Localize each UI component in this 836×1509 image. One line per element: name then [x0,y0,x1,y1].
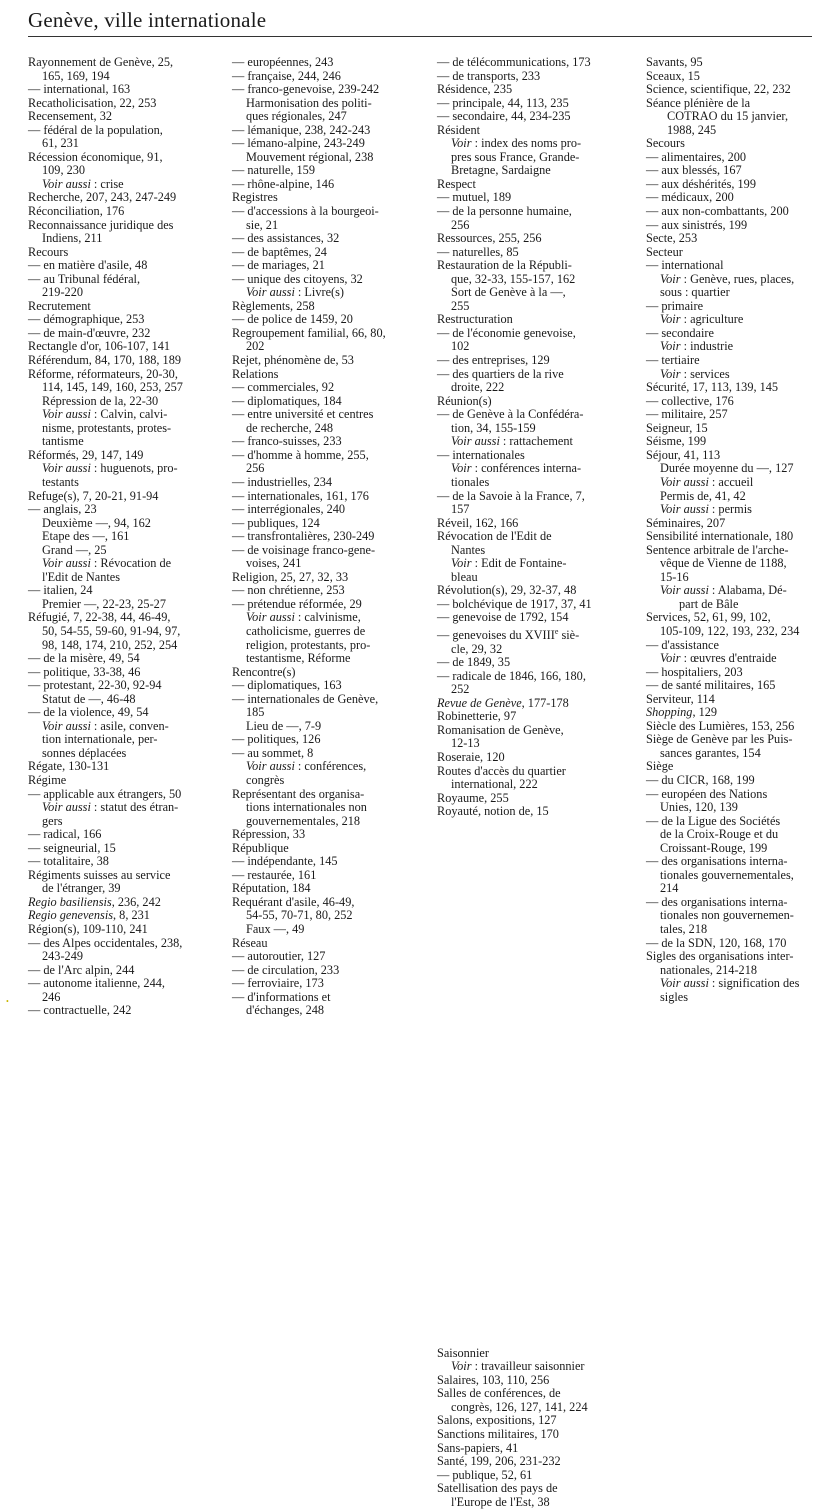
index-line: Recatholicisation, 22, 253 [28,95,157,110]
index-line: tionales non gouvernemen- [660,908,794,923]
index-line: — diplomatiques, 184 [232,393,342,408]
index-line: — au sommet, 8 [232,745,314,760]
index-line: pres sous France, Grande- [451,149,580,164]
index-line: Premier —, 22-23, 25-27 [42,596,166,611]
index-line: — collective, 176 [646,393,734,408]
index-line: Bretagne, Sardaigne [451,163,551,178]
index-line: Révolution(s), 29, 32-37, 48 [437,583,577,598]
index-line: — aux non-combattants, 200 [646,204,789,219]
index-line: — international, 163 [28,82,131,97]
index-line: Recensement, 32 [28,109,113,124]
index-line: — genevoise de 1792, 154 [437,610,569,625]
index-line: Roseraie, 120 [437,749,505,764]
index-line: Rayonnement de Genève, 25, [28,55,174,69]
index-line: — fédéral de la population, [28,122,163,137]
index-line: Secteur [646,244,683,259]
index-line: nisme, protestants, protes- [42,420,172,435]
index-line: — unique des citoyens, 32 [232,271,363,286]
index-line: Séjour, 41, 113 [646,447,721,462]
index-line: — d'informations et [232,989,331,1004]
index-line: Registres [232,190,278,205]
index-line: Romanisation de Genève, [437,722,564,737]
index-line: Permis de, 41, 42 [660,488,746,503]
index-line: cle, 29, 32 [451,641,503,656]
index-line: — européennes, 243 [232,55,334,69]
index-line: Routes d'accès du quartier [437,763,566,778]
index-line: Résidence, 235 [437,82,513,97]
index-line: — prétendue réformée, 29 [232,596,362,611]
index-line: Mouvement régional, 238 [246,149,374,164]
index-line: Rejet, phénomène de, 53 [232,353,354,368]
index-line: — anglais, 23 [28,502,97,517]
index-line: catholicisme, guerres de [246,623,366,638]
index-line: d'échanges, 248 [246,1003,325,1018]
index-line: — ferroviaire, 173 [232,976,324,991]
index-line: Voir aussi : Révocation de [42,556,172,571]
index-line: Respect [437,176,476,191]
index-line: Voir aussi : asile, conven- [42,718,169,733]
index-line: 109, 230 [42,163,86,178]
index-line: Référendum, 84, 170, 188, 189 [28,353,182,368]
index-line: — aux blessés, 167 [646,163,742,178]
index-line: Ressources, 255, 256 [437,231,542,246]
index-line: Réveil, 162, 166 [437,515,519,530]
index-line: — alimentaires, 200 [646,149,747,164]
index-line: Robinetterie, 97 [437,709,517,724]
index-column-4 [646,56,836,1004]
index-line: tions internationales non [246,800,367,815]
index-line: Règlements, 258 [232,298,315,313]
index-line: République [232,840,289,855]
index-line: congrès, 126, 127, 141, 224 [451,1399,588,1414]
index-line: Voir : Edit de Fontaine- [451,556,567,571]
index-line: Réputation, 184 [232,881,311,896]
index-line: — protestant, 22-30, 92-94 [28,678,162,693]
index-line: — de l'Arc alpin, 244 [28,962,135,977]
index-line: Relations [232,366,279,381]
index-line: Réforme, réformateurs, 20-30, [28,366,178,381]
index-line: — européen des Nations [646,786,768,801]
index-line: testantisme, Réforme [246,651,351,666]
index-line: — italien, 24 [28,583,93,598]
index-line: Salles de conférences, de [437,1386,561,1401]
index-line: — politique, 33-38, 46 [28,664,141,679]
index-line: Sécurité, 17, 113, 139, 145 [646,380,779,395]
running-header: Genève, ville internationale [28,8,267,32]
index-column-1 [28,56,224,1018]
index-line: Sensibilité internationale, 180 [646,529,794,544]
index-line: Croissant-Rouge, 199 [660,840,768,855]
index-line: — publique, 52, 61 [437,1467,533,1482]
index-line: gouvernementales, 218 [246,813,361,828]
index-line: droite, 222 [451,380,505,395]
index-line: — de télécommunications, 173 [437,55,591,69]
index-line: Voir aussi : signification des [660,976,800,991]
index-line: Voir aussi : rattachement [451,434,573,449]
index-line: Faux —, 49 [246,922,305,936]
index-line: tionales [451,474,490,489]
index-line: Nantes [451,542,486,557]
index-line: — de mariages, 21 [232,258,325,273]
index-line: l'Edit de Nantes [42,569,121,584]
index-line: Voir aussi : permis [660,502,752,517]
index-line: Reconnaissance juridique des [28,217,174,232]
index-line: sigles [660,989,689,1004]
index-line: — publiques, 124 [232,515,320,530]
index-line: — naturelles, 85 [437,244,519,259]
index-line: bleau [451,569,478,584]
index-line: Saisonnier [437,1345,489,1360]
index-line: — aux déshérités, 199 [646,176,756,191]
index-line: 243-249 [42,949,83,964]
index-line: tales, 218 [660,922,708,936]
index-line: Voir aussi : Alabama, Dé- [660,583,787,598]
index-line: — mutuel, 189 [437,190,512,205]
index-line: Sentence arbitrale de l'arche- [646,542,789,557]
index-line: — contractuelle, 242 [28,1003,132,1018]
index-line: Voir aussi : Calvin, calvi- [42,407,168,422]
index-line: nationales, 214-218 [660,962,757,977]
index-line: — secondaire [646,325,714,340]
index-line: international, 222 [451,777,538,792]
index-line: 185 [246,705,265,720]
index-line: — autonome italienne, 244, [28,976,165,991]
index-line: Régiments suisses au service [28,867,171,882]
index-line: Recherche, 207, 243, 247-249 [28,190,177,205]
index-line: Religion, 25, 27, 32, 33 [232,569,349,584]
index-line: Indiens, 211 [42,231,103,246]
index-line: — politiques, 126 [232,732,321,747]
index-line: — diplomatiques, 163 [232,678,342,693]
index-line: Répression de la, 22-30 [42,393,159,408]
index-line: — de main-d'œuvre, 232 [28,325,151,340]
index-line: Voir aussi : statut des étran- [42,800,179,815]
index-line: 15-16 [660,569,689,584]
index-line: — internationales, 161, 176 [232,488,369,503]
index-line: Secte, 253 [646,231,698,246]
index-line: Voir aussi : huguenots, pro- [42,461,178,476]
index-line: — principale, 44, 113, 235 [437,95,569,110]
index-line: tion internationale, per- [42,732,158,747]
index-line: Séance plénière de la [646,95,751,110]
index-line: Harmonisation des politi- [246,95,372,110]
index-line: — des assistances, 32 [232,231,340,246]
index-line: Régate, 130-131 [28,759,110,774]
index-line: Siège [646,759,674,774]
index-line: — de la Savoie à la France, 7, [437,488,585,503]
index-line: Recrutement [28,298,91,313]
index-line: — d'assistance [646,637,719,652]
index-line: — autoroutier, 127 [232,949,326,964]
index-line: Révocation de l'Edit de [437,529,552,544]
index-line: — entre université et centres [232,407,374,422]
index-line: Sanctions militaires, 170 [437,1427,559,1441]
index-line: Voir : services [660,366,730,381]
index-line: — d'accessions à la bourgeoi- [232,204,379,219]
index-line: — de la SDN, 120, 168, 170 [646,935,787,950]
index-line: Requérant d'asile, 46-49, [232,894,355,909]
index-line: Grand —, 25 [42,542,107,557]
index-line: Voir : Genève, rues, places, [660,271,795,286]
index-line: congrès [246,772,285,787]
index-line: Serviteur, 114 [646,691,715,706]
index-line: tionales gouvernementales, [660,867,794,882]
index-line: — des Alpes occidentales, 238, [28,935,183,950]
index-line: — de voisinage franco-gene- [232,542,376,557]
index-line: l'Europe de l'Est, 38 [451,1494,550,1509]
index-line: 1988, 245 [667,122,717,137]
index-line: — démographique, 253 [28,312,145,327]
index-line: Sigles des organisations inter- [646,949,794,964]
index-line: Voir : index des noms pro- [451,136,582,151]
index-line: — secondaire, 44, 234-235 [437,109,571,124]
index-line: 255 [451,298,470,313]
index-line: — de la personne humaine, [437,204,572,219]
index-line: — primaire [646,298,704,313]
index-line: Savants, 95 [646,55,703,69]
index-line: — international [646,258,724,273]
index-line: Répression, 33 [232,827,306,842]
index-line: Rectangle d'or, 106-107, 141 [28,339,171,354]
index-line: Voir aussi : conférences, [246,759,367,774]
index-line: — lémanique, 238, 242-243 [232,122,371,137]
index-line: — de baptêmes, 24 [232,244,327,259]
index-line: — bolchévique de 1917, 37, 41 [437,596,592,611]
index-line: Recours [28,244,69,259]
index-line: — lémano-alpine, 243-249 [232,136,365,151]
index-line: — rhône-alpine, 146 [232,176,335,191]
index-line: — de police de 1459, 20 [232,312,353,327]
index-line: — radical, 166 [28,827,102,842]
index-line: — indépendante, 145 [232,854,338,869]
index-line: Voir : œuvres d'entraide [660,651,777,666]
index-line: Voir : agriculture [660,312,744,327]
index-line: Statut de —, 46-48 [42,691,136,706]
index-line: 214 [660,881,679,896]
index-line: 102 [451,339,470,354]
index-line: COTRAO du 15 janvier, [667,109,789,124]
index-line: Voir aussi : calvinisme, [246,610,361,625]
index-line: Refuge(s), 7, 20-21, 91-94 [28,488,159,503]
index-line: Restauration de la Républi- [437,258,572,273]
index-line: 12-13 [451,736,480,751]
index-line: — internationales de Genève, [232,691,379,706]
index-line: — de la misère, 49, 54 [28,651,140,666]
index-line: tion, 34, 155-159 [451,420,536,435]
index-line: Résident [437,122,481,137]
index-line: — des organisations interna- [646,854,788,869]
index-line: — au Tribunal fédéral, [28,271,141,286]
index-line: testants [42,474,79,489]
index-line: Salaires, 103, 110, 256 [437,1372,550,1387]
header-rule [28,36,812,37]
index-line: Regio genevensis, 8, 231 [28,908,150,923]
index-line: — de circulation, 233 [232,962,340,977]
index-line: — transfrontalières, 230-249 [232,529,375,544]
index-line: — industrielles, 234 [232,474,333,489]
index-line: Réformés, 29, 147, 149 [28,447,144,462]
index-line: — de 1849, 35 [437,655,511,670]
index-line: que, 32-33, 155-157, 162 [451,271,576,286]
index-line: — franco-suisses, 233 [232,434,342,449]
column-gap [437,819,633,1347]
index-line: Santé, 199, 206, 231-232 [437,1454,561,1469]
index-line: Régime [28,772,67,787]
index-line: — commerciales, 92 [232,380,335,395]
index-line: Lieu de —, 7-9 [246,718,322,733]
index-line: — interrégionales, 240 [232,502,346,517]
index-line: Rencontre(s) [232,664,296,679]
index-line: sie, 21 [246,217,279,232]
index-line: — des quartiers de la rive [437,366,564,381]
index-line: Regroupement familial, 66, 80, [232,325,386,340]
index-line: Satellisation des pays de [437,1481,558,1496]
index-line: — des organisations interna- [646,894,788,909]
index-line: — totalitaire, 38 [28,854,109,869]
index-line: Réseau [232,935,268,950]
index-line: — de l'économie genevoise, [437,325,576,340]
index-line: gers [42,813,63,828]
index-line: — hospitaliers, 203 [646,664,743,679]
index-line: de recherche, 248 [246,420,334,435]
index-line: — de la violence, 49, 54 [28,705,149,720]
index-line: Sort de Genève à la —, [451,285,566,300]
index-line: Unies, 120, 139 [660,800,738,815]
index-line: Séisme, 199 [646,434,707,449]
index-line: — genevoises du XVIIIe siè- [437,626,580,643]
index-line: tantisme [42,434,84,449]
index-line: — médicaux, 200 [646,190,734,205]
index-line: — de Genève à la Confédéra- [437,407,584,422]
index-line: — militaire, 257 [646,407,728,422]
index-line: Siècle des Lumières, 153, 256 [646,718,795,733]
index-column-2 [232,56,428,1018]
index-line: 61, 231 [42,136,79,151]
index-line: 165, 169, 194 [42,68,110,83]
index-line: vêque de Vienne de 1188, [660,556,787,571]
index-line: 246 [42,989,61,1004]
index-line: — internationales [437,447,525,462]
corner-dot: • [6,997,9,1006]
index-line: ques régionales, 247 [246,109,347,124]
index-line: — franco-genevoise, 239-242 [232,82,380,97]
index-line: — seigneurial, 15 [28,840,116,855]
index-line: Revue de Genève, 177-178 [437,695,569,710]
index-line: 202 [246,339,265,354]
index-line: — française, 244, 246 [232,68,341,83]
index-line: Science, scientifique, 22, 232 [646,82,791,97]
index-line: Région(s), 109-110, 241 [28,922,148,936]
index-line: 105-109, 122, 193, 232, 234 [660,623,800,638]
index-line: voises, 241 [246,556,302,571]
index-line: — naturelle, 159 [232,163,315,178]
index-line: Regio basiliensis, 236, 242 [28,894,161,909]
index-line: Secours [646,136,685,151]
index-line: — en matière d'asile, 48 [28,258,148,273]
index-line: Voir : travailleur saisonnier [451,1359,585,1374]
index-line: 114, 145, 149, 160, 253, 257 [42,380,183,395]
index-line: — non chrétienne, 253 [232,583,345,598]
index-line: Etape des —, 161 [42,529,130,544]
index-line: de la Croix-Rouge et du [660,827,779,842]
index-line: Récession économique, 91, [28,149,163,164]
index-line: Seigneur, 15 [646,420,708,435]
index-line: Services, 52, 61, 99, 102, [646,610,771,625]
index-line: Royauté, notion de, 15 [437,804,549,819]
index-line: sonnes déplacées [42,745,127,760]
index-line: Deuxième —, 94, 162 [42,515,151,530]
index-line: — aux sinistrés, 199 [646,217,748,232]
index-line: 98, 148, 174, 210, 252, 254 [42,637,178,652]
index-line: Réfugié, 7, 22-38, 44, 46-49, [28,610,171,625]
index-line: sous : quartier [660,285,730,300]
index-line: Voir : industrie [660,339,734,354]
index-line: Représentant des organisa- [232,786,365,801]
index-line: — de la Ligue des Sociétés [646,813,781,828]
index-line: sances garantes, 154 [660,745,761,760]
index-line: Réunion(s) [437,393,492,408]
index-line: — d'homme à homme, 255, [232,447,369,462]
index-line: religion, protestants, pro- [246,637,371,652]
index-line: — radicale de 1846, 166, 180, [437,668,586,683]
index-line: Sceaux, 15 [646,68,700,83]
index-line: 219-220 [42,285,83,300]
index-line: de l'étranger, 39 [42,881,121,896]
index-line: — des entreprises, 129 [437,353,550,368]
index-line: Salons, expositions, 127 [437,1413,557,1428]
index-line: 157 [451,502,470,517]
index-column-3 [437,56,633,1509]
index-line: Séminaires, 207 [646,515,726,530]
index-line: — applicable aux étrangers, 50 [28,786,182,801]
index-line: — restaurée, 161 [232,867,317,882]
index-line: 50, 54-55, 59-60, 91-94, 97, [42,623,181,638]
index-line: Voir aussi : accueil [660,474,754,489]
index-line: 252 [451,682,470,697]
index-line: Royaume, 255 [437,790,509,805]
index-line: Voir aussi : crise [42,176,124,191]
index-line: part de Bâle [679,596,739,611]
index-line: 256 [246,461,265,476]
index-line: Sans-papiers, 41 [437,1440,519,1455]
index-line: — du CICR, 168, 199 [646,772,755,787]
index-line: 54-55, 70-71, 80, 252 [246,908,353,923]
index-line: Shopping, 129 [646,705,718,720]
index-line: Restructuration [437,312,513,327]
index-line: Réconciliation, 176 [28,204,125,219]
index-line: 256 [451,217,470,232]
index-line: Siège de Genève par les Puis- [646,732,793,747]
index-line: — tertiaire [646,353,700,368]
index-line: Voir aussi : Livre(s) [246,285,345,300]
index-line: — de transports, 233 [437,68,541,83]
index-line: — de santé militaires, 165 [646,678,776,693]
index-line: Durée moyenne du —, 127 [660,461,794,476]
index-line: Voir : conférences interna- [451,461,582,476]
